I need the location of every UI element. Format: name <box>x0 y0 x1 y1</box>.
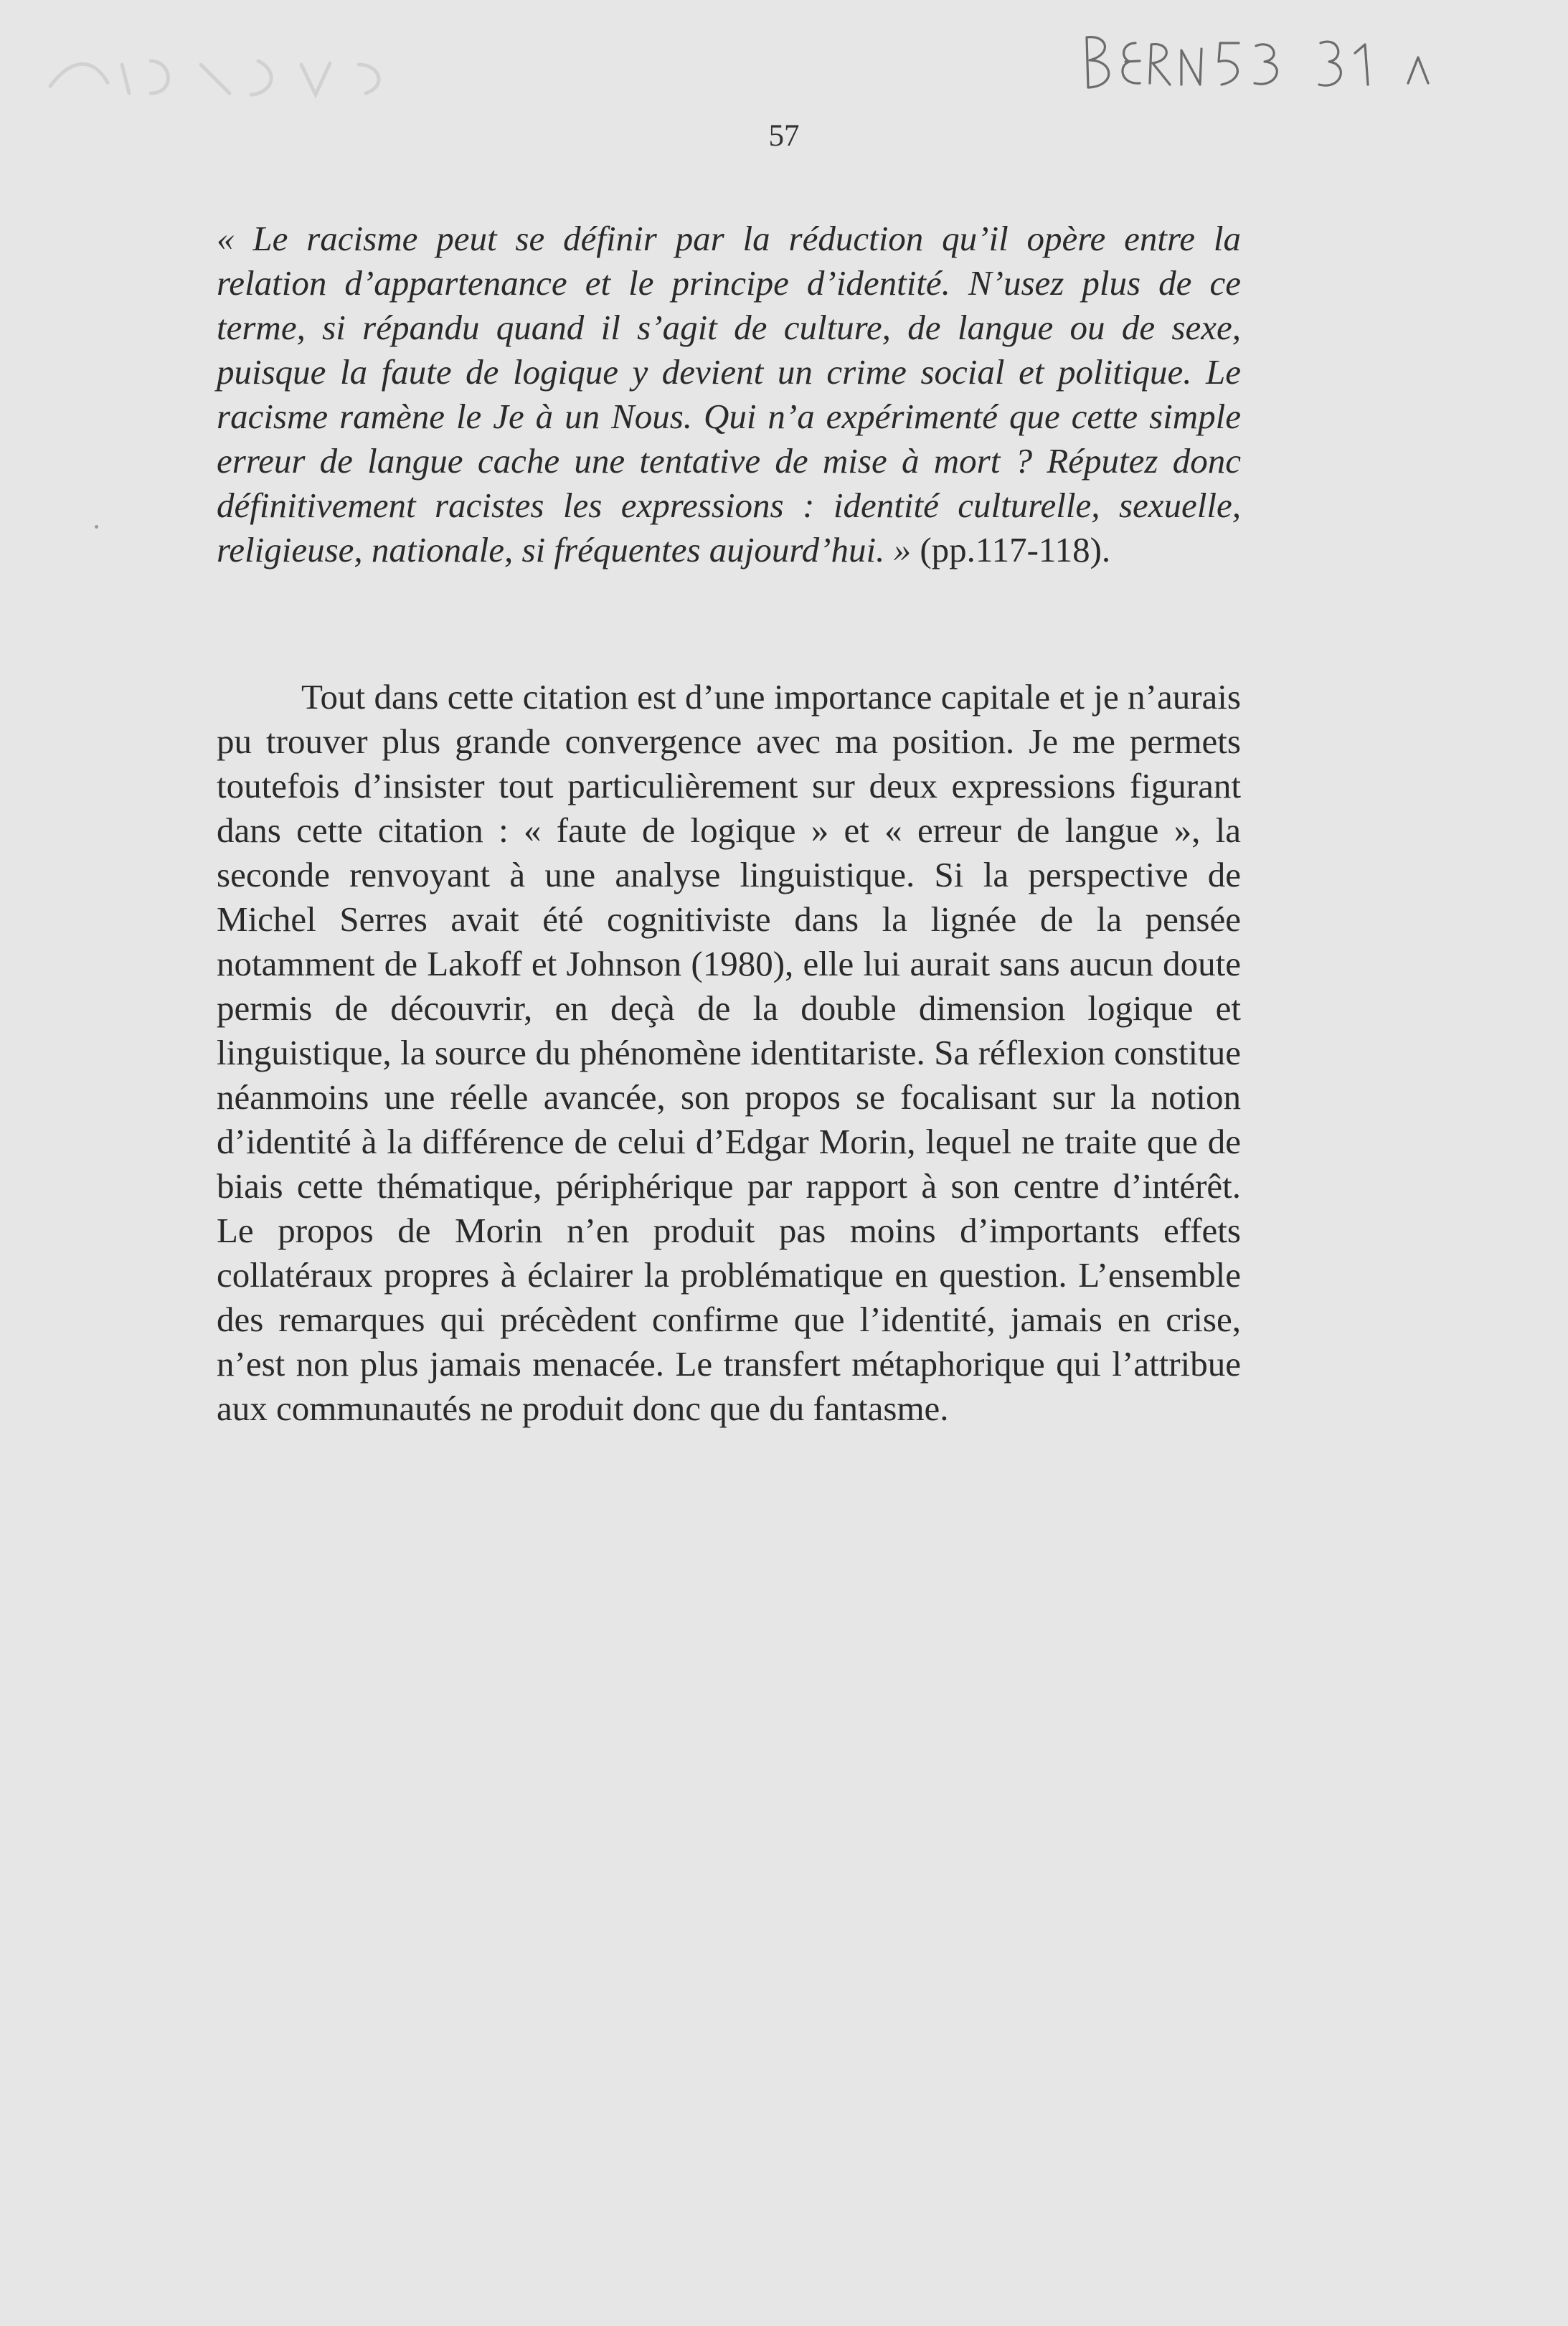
handwritten-archive-mark <box>1080 22 1453 100</box>
scan-speck <box>95 525 98 529</box>
body-paragraph: Tout dans cette citation est d’une importance capitale et je n’aurais pu trouver plus grande convergence avec ma position. Je me permets toutefois d’insister tout particulièrement sur deux expressions figurant dans cette citation : « faute de logique » et « erreur de langue », la seconde renvoyant à une analyse linguistique. Si la perspective de Michel Serres avait été cognitiviste dans la lignée de la pensée notamment de Lakoff et Johnson (1980), elle lui aurait sans aucun doute permis de découvrir, en deçà de la double dimension logique et linguistique, la source du phénomène identitariste. Sa réflexion constitue néanmoins une réelle avancée, son propos se focalisant sur la notion d’identité à la différence de celui d’Edgar Morin, lequel ne traite que de biais cette thématique, périphérique par rapport à son centre d’intérêt. Le propos de Morin n’en produit pas moins d’importants effets collatéraux propres à éclairer la problématique en question. L’ensemble des remarques qui précèdent confirme que l’identité, jamais en crise, n’est non plus jamais menacée. Le transfert métaphorique qui l’attribue aux communautés ne produit donc que du fantasme. <box>217 677 1241 1428</box>
block-quotation <box>217 217 1241 572</box>
page-number: 57 <box>768 119 800 153</box>
quotation-citation: (pp.117-118). <box>911 530 1111 569</box>
bleed-through-mark <box>43 43 416 108</box>
quotation-text: « Le racisme peut se définir par la réduction qu’il opère entre la relation d’appartenance et le principe d’identité. N’usez plus de ce terme, si répandu quand il s’agit de culture, de langue ou de sexe, puisque la faute de logique y devient un crime social et politique. Le racisme ramène le Je à un Nous. Qui n’a expérimenté que cette simple erreur de langue cache une tentative de mise à mort ? Réputez donc définitivement racistes les expressions : identité culturelle, sexuelle, religieuse, nationale, si fréquentes aujourd’hui. » <box>217 219 1241 569</box>
